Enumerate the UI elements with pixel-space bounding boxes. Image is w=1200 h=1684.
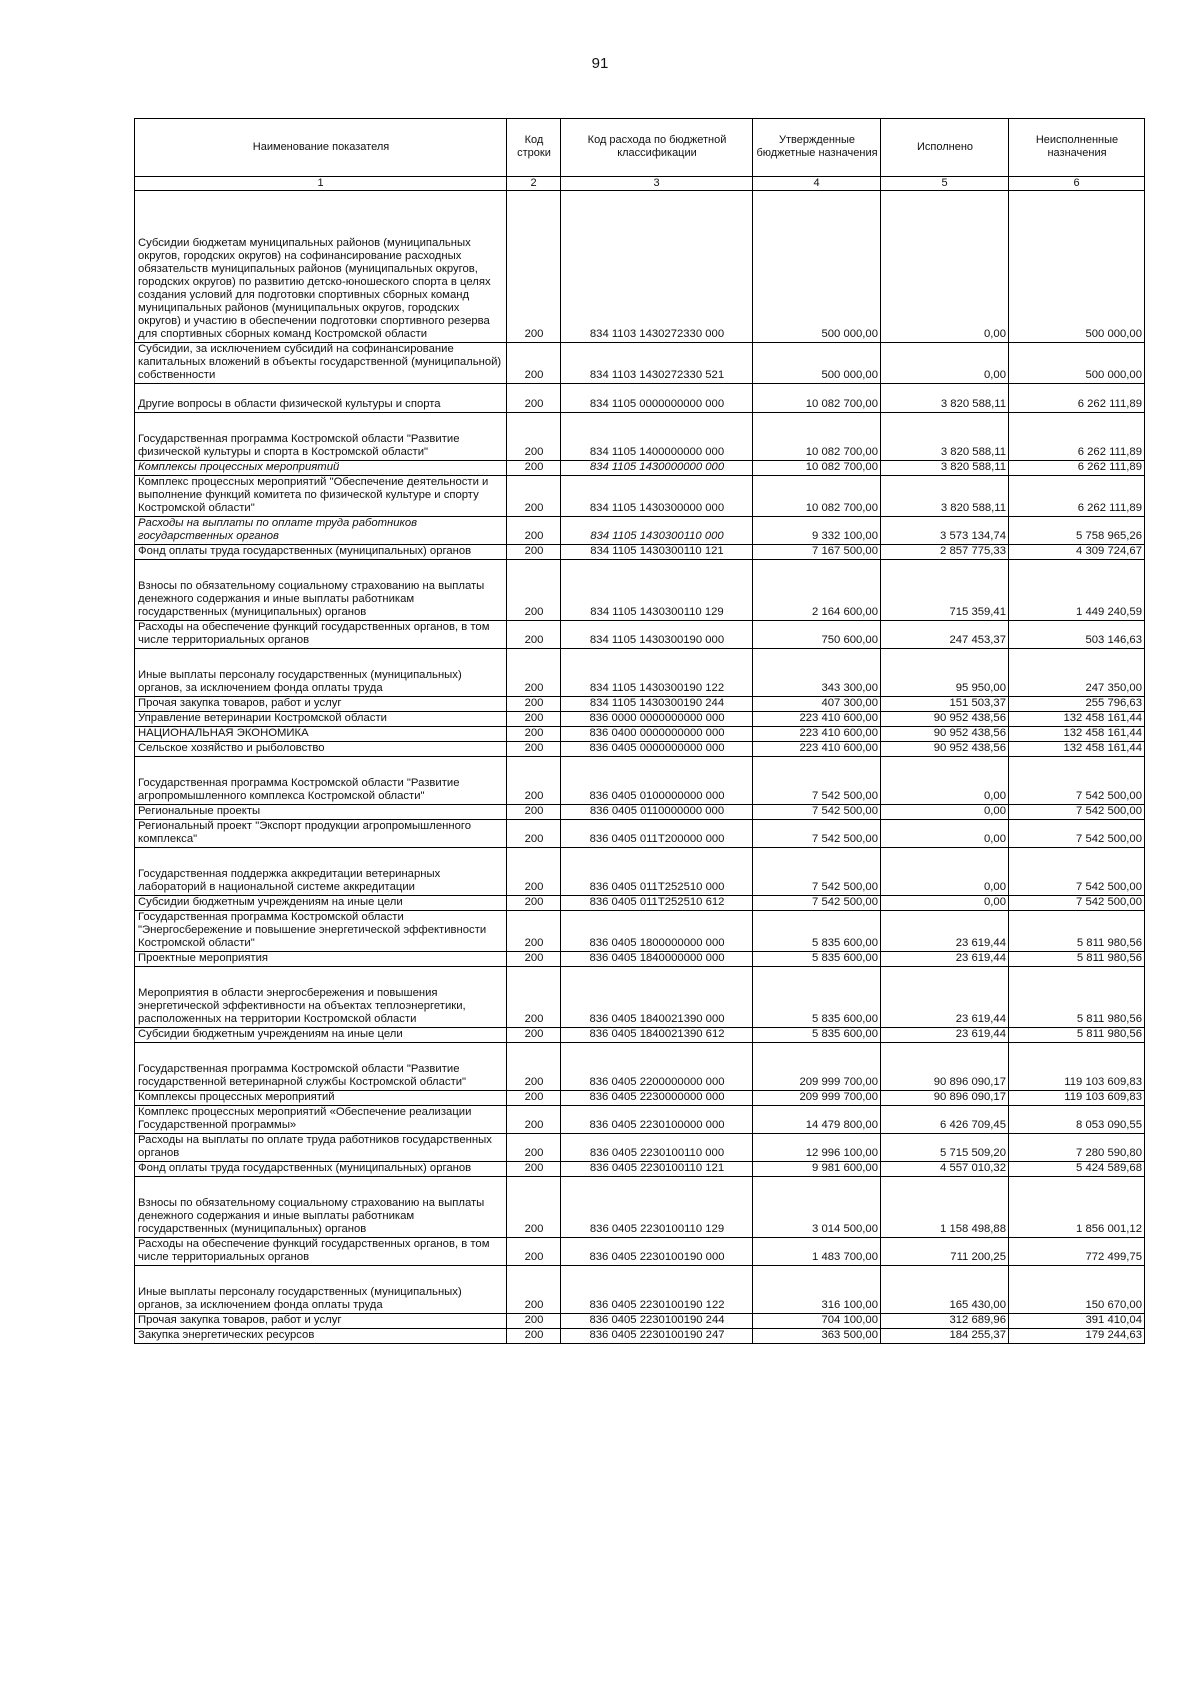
cell-unexecuted: 247 350,00 [1009,649,1145,697]
header-number: 4 [753,177,881,191]
cell-approved: 223 410 600,00 [753,742,881,757]
cell-name: Комплекс процессных мероприятий «Обеспечение реализации Государственной программы» [135,1106,507,1134]
cell-unexecuted: 500 000,00 [1009,191,1145,343]
cell-unexecuted: 7 542 500,00 [1009,805,1145,820]
cell-executed: 3 820 588,11 [881,413,1009,461]
cell-approved: 209 999 700,00 [753,1043,881,1091]
cell-name: НАЦИОНАЛЬНАЯ ЭКОНОМИКА [135,727,507,742]
header-budget-code: Код расхода по бюджетной классификации [561,119,753,177]
cell-executed: 0,00 [881,848,1009,896]
cell-line: 200 [507,1106,561,1134]
cell-unexecuted: 5 811 980,56 [1009,952,1145,967]
table-row [135,476,1145,517]
table-row [135,1028,1145,1043]
cell-unexecuted: 500 000,00 [1009,343,1145,384]
cell-code: 836 0405 2230100000 000 [561,1106,753,1134]
cell-code: 834 1105 1430300190 000 [561,621,753,649]
cell-executed: 90 952 438,56 [881,727,1009,742]
cell-name: Государственная программа Костромской области "Развитие физической культуры и спорта в Костромской области" [135,413,507,461]
cell-approved: 3 014 500,00 [753,1177,881,1238]
cell-name: Государственная поддержка аккредитации ветеринарных лабораторий в национальной системе аккредитации [135,848,507,896]
cell-executed: 0,00 [881,191,1009,343]
cell-name: Фонд оплаты труда государственных (муниципальных) органов [135,1162,507,1177]
cell-name: Субсидии, за исключением субсидий на софинансирование капитальных вложений в объекты государственной (муниципальной) собственности [135,343,507,384]
cell-name: Закупка энергетических ресурсов [135,1329,507,1344]
cell-unexecuted: 6 262 111,89 [1009,413,1145,461]
cell-line: 200 [507,621,561,649]
budget-table [134,118,1145,1344]
cell-code: 836 0405 2230100110 129 [561,1177,753,1238]
cell-line: 200 [507,697,561,712]
cell-executed: 3 820 588,11 [881,476,1009,517]
cell-unexecuted: 503 146,63 [1009,621,1145,649]
table-row [135,1314,1145,1329]
cell-name: Взносы по обязательному социальному страхованию на выплаты денежного содержания и иные выплаты работникам государственных (муниципальных) органов [135,1177,507,1238]
table-row [135,191,1145,343]
cell-approved: 223 410 600,00 [753,727,881,742]
cell-approved: 10 082 700,00 [753,384,881,413]
cell-executed: 3 820 588,11 [881,461,1009,476]
cell-approved: 500 000,00 [753,191,881,343]
table-row [135,952,1145,967]
cell-code: 836 0000 0000000000 000 [561,712,753,727]
cell-executed: 23 619,44 [881,1028,1009,1043]
cell-unexecuted: 7 542 500,00 [1009,896,1145,911]
cell-approved: 363 500,00 [753,1329,881,1344]
table-row [135,343,1145,384]
header-number-row [135,177,1145,191]
cell-code: 834 1103 1430272330 521 [561,343,753,384]
cell-line: 200 [507,1177,561,1238]
cell-line: 200 [507,649,561,697]
cell-approved: 7 542 500,00 [753,896,881,911]
table-row [135,1106,1145,1134]
cell-code: 836 0405 011Т252510 612 [561,896,753,911]
cell-line: 200 [507,805,561,820]
cell-name: Проектные мероприятия [135,952,507,967]
header-line-code: Код строки [507,119,561,177]
cell-executed: 0,00 [881,343,1009,384]
cell-executed: 90 896 090,17 [881,1091,1009,1106]
cell-line: 200 [507,545,561,560]
cell-line: 200 [507,1028,561,1043]
cell-approved: 10 082 700,00 [753,413,881,461]
cell-name: Государственная программа Костромской области "Энергосбережение и повышение энергетической эффективности Костромской области" [135,911,507,952]
table-row [135,384,1145,413]
cell-name: Фонд оплаты труда государственных (муниципальных) органов [135,545,507,560]
cell-name: Государственная программа Костромской области "Развитие государственной ветеринарной службы Костромской области" [135,1043,507,1091]
cell-name: Прочая закупка товаров, работ и услуг [135,697,507,712]
cell-name: Комплексы процессных мероприятий [135,1091,507,1106]
cell-unexecuted: 7 542 500,00 [1009,820,1145,848]
cell-unexecuted: 7 542 500,00 [1009,757,1145,805]
cell-executed: 165 430,00 [881,1266,1009,1314]
table-row [135,967,1145,1028]
table-row [135,517,1145,545]
cell-approved: 7 542 500,00 [753,757,881,805]
cell-executed: 23 619,44 [881,911,1009,952]
cell-executed: 0,00 [881,820,1009,848]
cell-code: 834 1105 1430300110 129 [561,560,753,621]
cell-unexecuted: 5 424 589,68 [1009,1162,1145,1177]
header-row [135,119,1145,177]
cell-line: 200 [507,384,561,413]
cell-unexecuted: 1 449 240,59 [1009,560,1145,621]
table-row [135,712,1145,727]
cell-approved: 407 300,00 [753,697,881,712]
cell-approved: 7 167 500,00 [753,545,881,560]
cell-executed: 184 255,37 [881,1329,1009,1344]
cell-code: 836 0405 1840021390 000 [561,967,753,1028]
table-row [135,1134,1145,1162]
cell-approved: 1 483 700,00 [753,1238,881,1266]
cell-line: 200 [507,517,561,545]
cell-code: 836 0405 1800000000 000 [561,911,753,952]
table-row [135,1162,1145,1177]
cell-unexecuted: 772 499,75 [1009,1238,1145,1266]
cell-executed: 3 820 588,11 [881,384,1009,413]
header-unexecuted: Неисполненные назначения [1009,119,1145,177]
cell-unexecuted: 5 811 980,56 [1009,967,1145,1028]
cell-executed: 23 619,44 [881,967,1009,1028]
table-row [135,649,1145,697]
cell-executed: 0,00 [881,805,1009,820]
cell-unexecuted: 6 262 111,89 [1009,476,1145,517]
cell-unexecuted: 8 053 090,55 [1009,1106,1145,1134]
table-row [135,1266,1145,1314]
cell-executed: 6 426 709,45 [881,1106,1009,1134]
cell-executed: 1 158 498,88 [881,1177,1009,1238]
cell-executed: 95 950,00 [881,649,1009,697]
cell-executed: 711 200,25 [881,1238,1009,1266]
cell-approved: 5 835 600,00 [753,911,881,952]
cell-unexecuted: 179 244,63 [1009,1329,1145,1344]
cell-name: Мероприятия в области энергосбережения и повышения энергетической эффективности на объектах теплоэнергетики, расположенных на территории Костромской области [135,967,507,1028]
cell-approved: 9 332 100,00 [753,517,881,545]
cell-line: 200 [507,967,561,1028]
cell-approved: 5 835 600,00 [753,952,881,967]
cell-code: 834 1105 1430300110 000 [561,517,753,545]
header-number: 2 [507,177,561,191]
cell-code: 836 0405 0110000000 000 [561,805,753,820]
cell-unexecuted: 391 410,04 [1009,1314,1145,1329]
cell-name: Прочая закупка товаров, работ и услуг [135,1314,507,1329]
cell-unexecuted: 6 262 111,89 [1009,384,1145,413]
cell-code: 836 0405 2230100190 247 [561,1329,753,1344]
cell-code: 836 0405 1840000000 000 [561,952,753,967]
cell-unexecuted: 132 458 161,44 [1009,727,1145,742]
cell-code: 836 0405 2230100190 244 [561,1314,753,1329]
table-row [135,413,1145,461]
cell-executed: 2 857 775,33 [881,545,1009,560]
cell-line: 200 [507,1091,561,1106]
table-row [135,742,1145,757]
cell-approved: 7 542 500,00 [753,848,881,896]
cell-name: Расходы на обеспечение функций государственных органов, в том числе территориальных органов [135,1238,507,1266]
cell-executed: 5 715 509,20 [881,1134,1009,1162]
cell-line: 200 [507,952,561,967]
cell-line: 200 [507,1134,561,1162]
cell-line: 200 [507,560,561,621]
cell-name: Региональный проект "Экспорт продукции агропромышленного комплекса" [135,820,507,848]
cell-unexecuted: 7 542 500,00 [1009,848,1145,896]
cell-approved: 12 996 100,00 [753,1134,881,1162]
cell-name: Субсидии бюджетным учреждениям на иные цели [135,1028,507,1043]
cell-executed: 3 573 134,74 [881,517,1009,545]
cell-line: 200 [507,742,561,757]
cell-unexecuted: 255 796,63 [1009,697,1145,712]
table-row [135,461,1145,476]
cell-code: 836 0405 0000000000 000 [561,742,753,757]
cell-line: 200 [507,1329,561,1344]
cell-name: Сельское хозяйство и рыболовство [135,742,507,757]
cell-name: Государственная программа Костромской области "Развитие агропромышленного комплекса Костромской области" [135,757,507,805]
cell-unexecuted: 132 458 161,44 [1009,742,1145,757]
cell-line: 200 [507,343,561,384]
cell-code: 836 0405 2230100110 000 [561,1134,753,1162]
cell-code: 834 1105 1430300000 000 [561,476,753,517]
header-executed: Исполнено [881,119,1009,177]
table-row [135,757,1145,805]
cell-code: 836 0405 2230100110 121 [561,1162,753,1177]
cell-line: 200 [507,1043,561,1091]
header-approved: Утвержденные бюджетные назначения [753,119,881,177]
cell-line: 200 [507,1238,561,1266]
cell-name: Субсидии бюджетам муниципальных районов (муниципальных округов, городских округов) на софинансирование расходных обязательств муниципальных районов (муниципальных округов, городских округов) по развитию детско-юношеского спорта в целях создания условий для подготовки спортивных сборных команд муниципальных районов (муниципальных округов, городских округов) и участию в обеспечении подготовки спортивного резерва для спортивных сборных команд Костромской области [135,191,507,343]
cell-approved: 223 410 600,00 [753,712,881,727]
cell-approved: 209 999 700,00 [753,1091,881,1106]
cell-unexecuted: 5 811 980,56 [1009,911,1145,952]
table-row [135,621,1145,649]
cell-unexecuted: 5 758 965,26 [1009,517,1145,545]
cell-executed: 715 359,41 [881,560,1009,621]
cell-code: 836 0405 1840021390 612 [561,1028,753,1043]
cell-line: 200 [507,1314,561,1329]
cell-name: Комплекс процессных мероприятий "Обеспечение деятельности и выполнение функций комитета по физической культуре и спорту Костромской области" [135,476,507,517]
cell-line: 200 [507,476,561,517]
table-row [135,911,1145,952]
table-row [135,545,1145,560]
cell-executed: 23 619,44 [881,952,1009,967]
cell-approved: 343 300,00 [753,649,881,697]
header-name: Наименование показателя [135,119,507,177]
cell-unexecuted: 119 103 609,83 [1009,1091,1145,1106]
cell-approved: 500 000,00 [753,343,881,384]
cell-approved: 14 479 800,00 [753,1106,881,1134]
cell-approved: 10 082 700,00 [753,461,881,476]
cell-name: Иные выплаты персоналу государственных (муниципальных) органов, за исключением фонда оплаты труда [135,649,507,697]
cell-unexecuted: 119 103 609,83 [1009,1043,1145,1091]
table-row [135,848,1145,896]
table-row [135,727,1145,742]
table-row [135,896,1145,911]
cell-approved: 10 082 700,00 [753,476,881,517]
header-number: 3 [561,177,753,191]
cell-approved: 704 100,00 [753,1314,881,1329]
table-body [135,191,1145,1344]
cell-executed: 0,00 [881,757,1009,805]
cell-executed: 90 952 438,56 [881,742,1009,757]
table-row [135,697,1145,712]
cell-unexecuted: 150 670,00 [1009,1266,1145,1314]
cell-line: 200 [507,1266,561,1314]
cell-executed: 4 557 010,32 [881,1162,1009,1177]
cell-name: Субсидии бюджетным учреждениям на иные цели [135,896,507,911]
cell-code: 836 0405 2200000000 000 [561,1043,753,1091]
cell-code: 836 0405 011Т252510 000 [561,848,753,896]
cell-line: 200 [507,727,561,742]
cell-unexecuted: 132 458 161,44 [1009,712,1145,727]
cell-code: 836 0405 0100000000 000 [561,757,753,805]
cell-name: Расходы на выплаты по оплате труда работников государственных органов [135,1134,507,1162]
cell-unexecuted: 4 309 724,67 [1009,545,1145,560]
cell-executed: 0,00 [881,896,1009,911]
cell-approved: 7 542 500,00 [753,820,881,848]
cell-name: Комплексы процессных мероприятий [135,461,507,476]
cell-line: 200 [507,848,561,896]
cell-line: 200 [507,1162,561,1177]
cell-line: 200 [507,757,561,805]
cell-unexecuted: 1 856 001,12 [1009,1177,1145,1238]
cell-approved: 7 542 500,00 [753,805,881,820]
cell-executed: 151 503,37 [881,697,1009,712]
table-row [135,1091,1145,1106]
cell-code: 834 1105 1430300110 121 [561,545,753,560]
cell-name: Другие вопросы в области физической культуры и спорта [135,384,507,413]
cell-unexecuted: 7 280 590,80 [1009,1134,1145,1162]
cell-code: 834 1105 1400000000 000 [561,413,753,461]
table-row [135,820,1145,848]
cell-code: 836 0400 0000000000 000 [561,727,753,742]
cell-line: 200 [507,911,561,952]
table-row [135,805,1145,820]
cell-approved: 5 835 600,00 [753,967,881,1028]
cell-approved: 9 981 600,00 [753,1162,881,1177]
cell-unexecuted: 5 811 980,56 [1009,1028,1145,1043]
cell-name: Иные выплаты персоналу государственных (муниципальных) органов, за исключением фонда оплаты труда [135,1266,507,1314]
cell-line: 200 [507,413,561,461]
cell-name: Региональные проекты [135,805,507,820]
page-number: 91 [591,55,609,72]
cell-line: 200 [507,712,561,727]
cell-code: 834 1105 1430300190 122 [561,649,753,697]
header-number: 1 [135,177,507,191]
header-number: 6 [1009,177,1145,191]
header-number: 5 [881,177,1009,191]
cell-approved: 750 600,00 [753,621,881,649]
cell-name: Расходы на выплаты по оплате труда работников государственных органов [135,517,507,545]
cell-name: Взносы по обязательному социальному страхованию на выплаты денежного содержания и иные выплаты работникам государственных (муниципальных) органов [135,560,507,621]
cell-executed: 312 689,96 [881,1314,1009,1329]
table-row [135,1329,1145,1344]
cell-code: 834 1105 1430300190 244 [561,697,753,712]
table-row [135,1238,1145,1266]
cell-code: 836 0405 011Т200000 000 [561,820,753,848]
cell-line: 200 [507,191,561,343]
cell-line: 200 [507,896,561,911]
cell-code: 836 0405 2230000000 000 [561,1091,753,1106]
cell-line: 200 [507,820,561,848]
cell-code: 834 1103 1430272330 000 [561,191,753,343]
table-row [135,1177,1145,1238]
cell-unexecuted: 6 262 111,89 [1009,461,1145,476]
cell-approved: 2 164 600,00 [753,560,881,621]
cell-name: Управление ветеринарии Костромской области [135,712,507,727]
cell-executed: 90 952 438,56 [881,712,1009,727]
cell-code: 834 1105 0000000000 000 [561,384,753,413]
table-row [135,560,1145,621]
cell-line: 200 [507,461,561,476]
cell-executed: 90 896 090,17 [881,1043,1009,1091]
cell-code: 834 1105 1430000000 000 [561,461,753,476]
cell-name: Расходы на обеспечение функций государственных органов, в том числе территориальных органов [135,621,507,649]
table-row [135,1043,1145,1091]
cell-code: 836 0405 2230100190 122 [561,1266,753,1314]
cell-code: 836 0405 2230100190 000 [561,1238,753,1266]
cell-approved: 5 835 600,00 [753,1028,881,1043]
cell-executed: 247 453,37 [881,621,1009,649]
cell-approved: 316 100,00 [753,1266,881,1314]
